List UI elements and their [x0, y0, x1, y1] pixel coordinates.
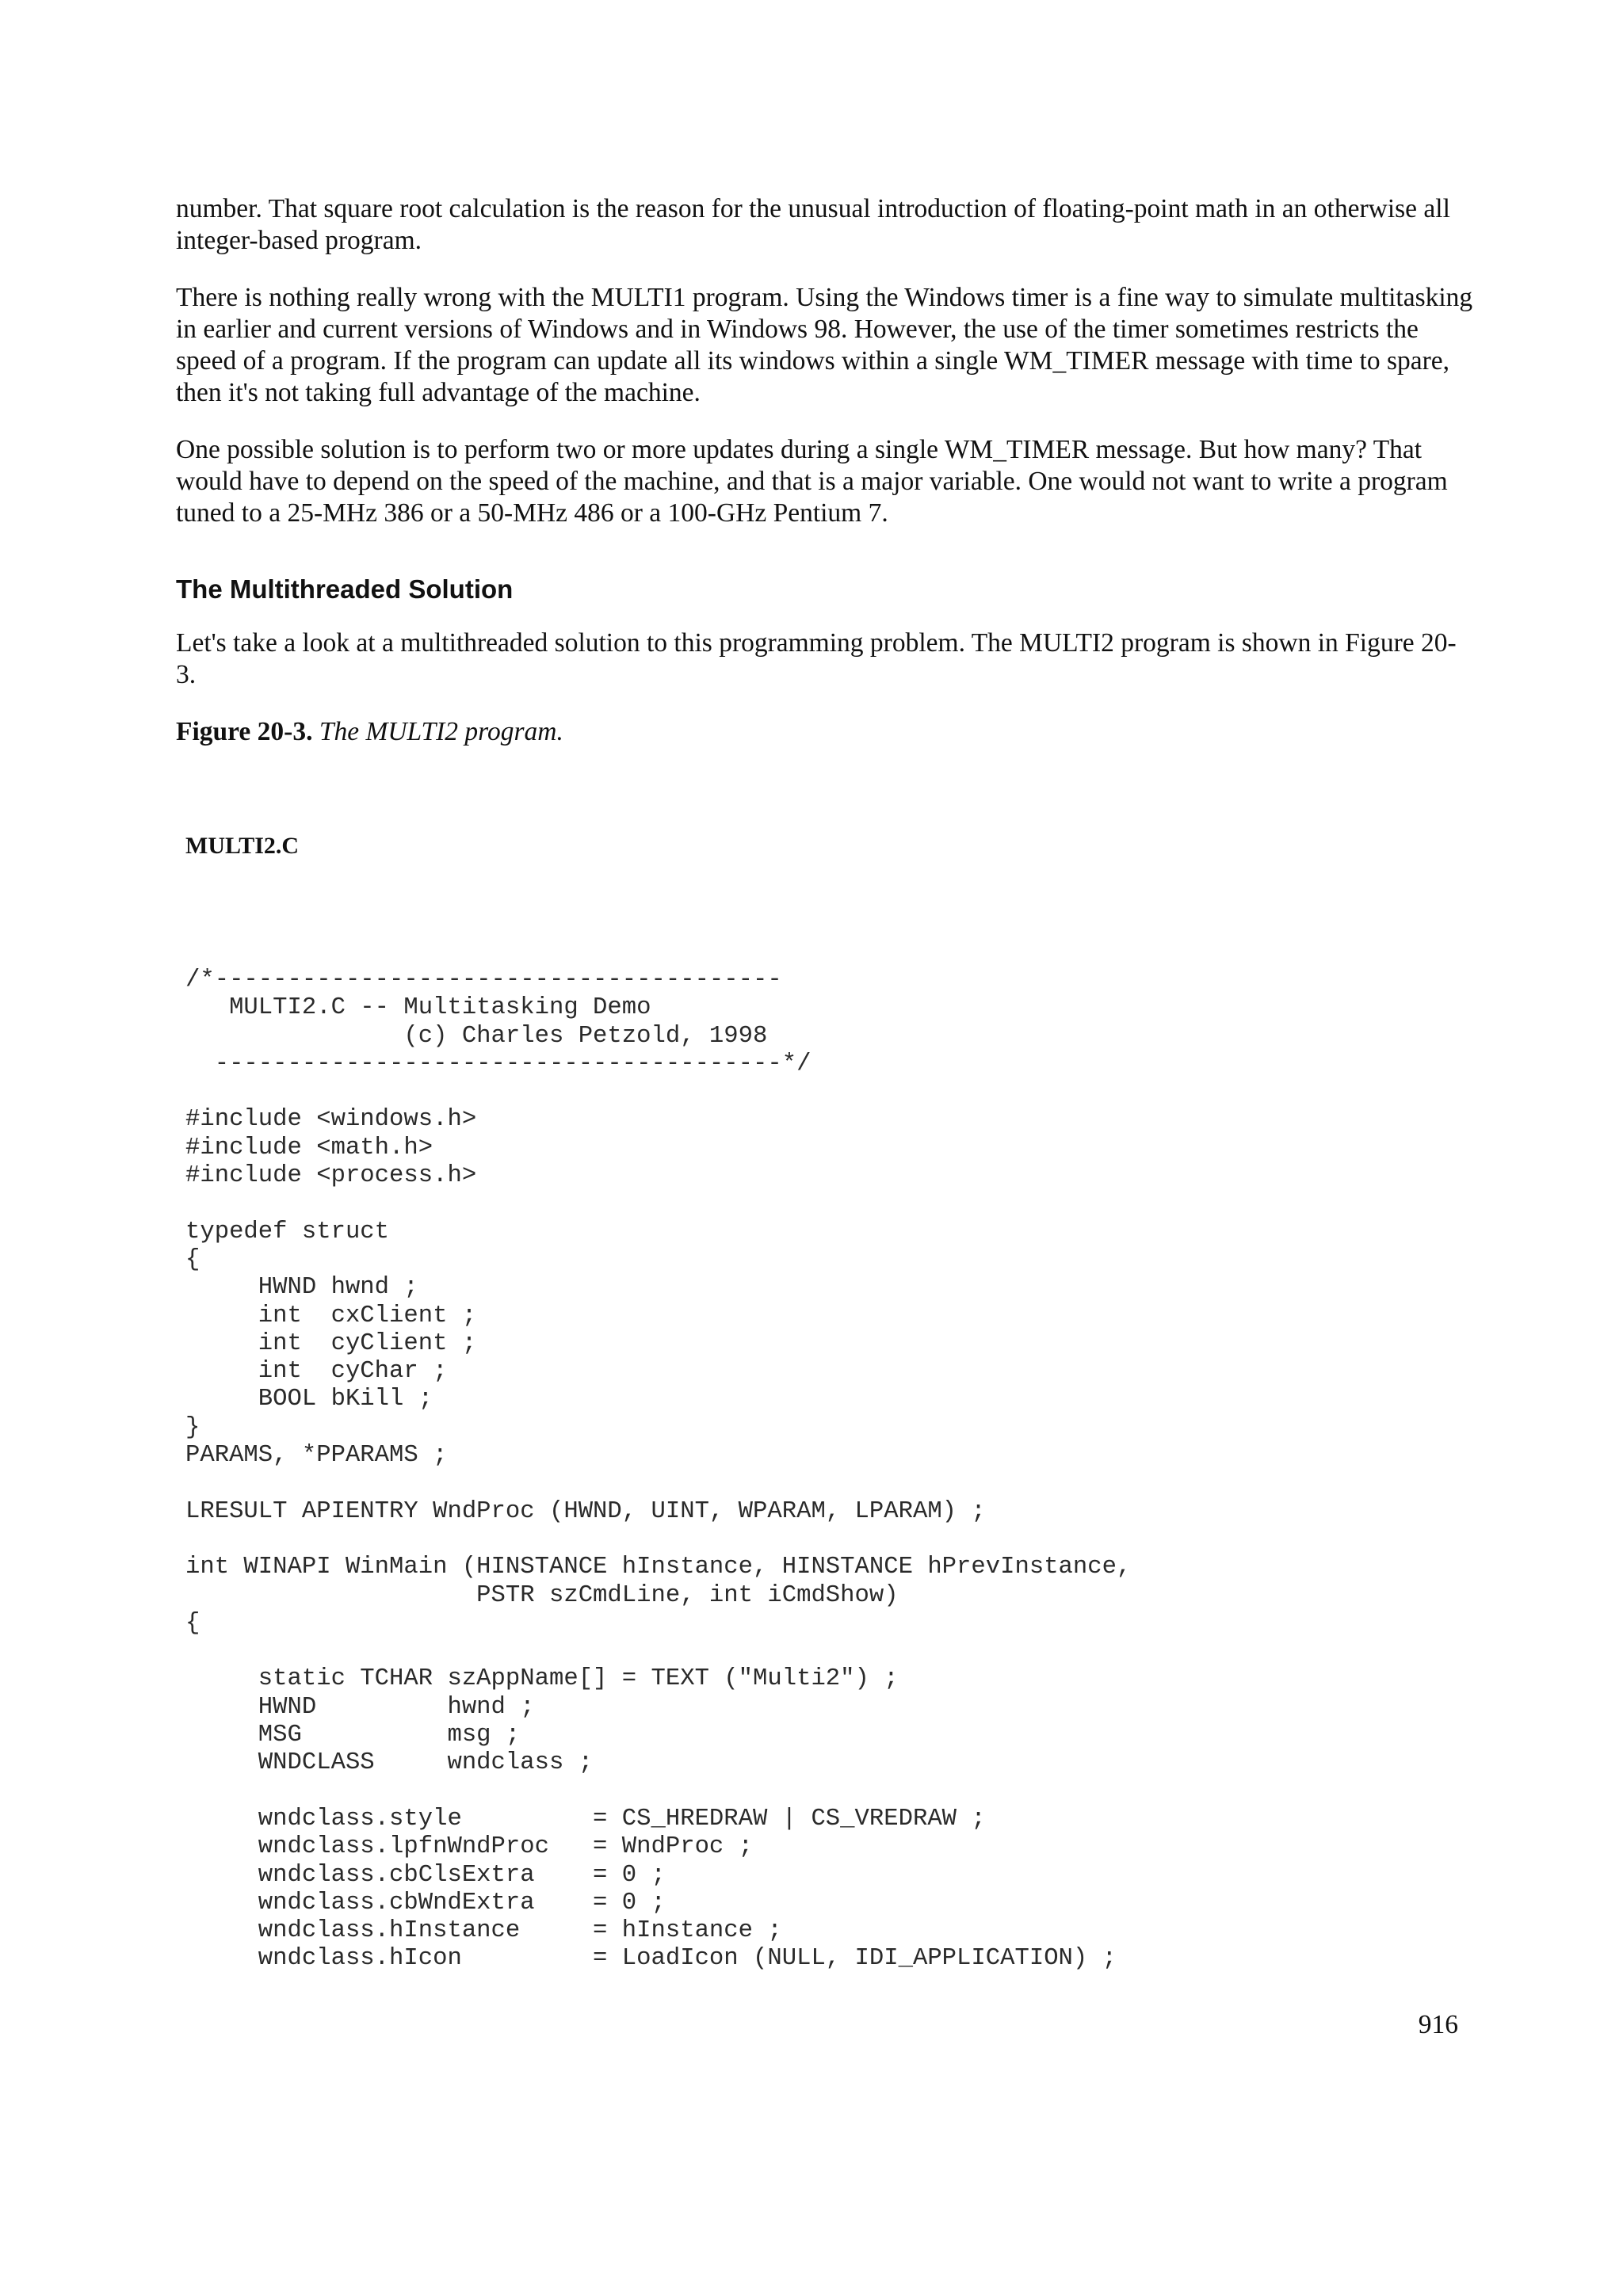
- figure-title: The MULTI2 program.: [319, 717, 563, 746]
- paragraph-3: One possible solution is to perform two or more updates during a single WM_TIMER message. But how many? That would have to depend on the speed of the machine, and that is a major variable. One would not want to write a program tuned to a 25-MHz 386 or a 50-MHz 486 or a 100-GHz Pentium 7.: [176, 435, 1448, 528]
- paragraph-1: number. That square root calculation is the reason for the unusual introduction of floating-point math in an otherwise all integer-based program.: [176, 194, 1450, 255]
- paragraph-4: Let's take a look at a multithreaded solution to this programming problem. The MULTI2 program is shown in Figure 20-3.: [176, 628, 1457, 689]
- paragraph-2: There is nothing really wrong with the MULTI1 program. Using the Windows timer is a fine way to simulate multitasking in earlier and current versions of Windows and in Windows 98. However, the use of the timer sometimes restricts the speed of a program. If the program can update all its windows within a single WM_TIMER message with time to spare, then it's not taking full advantage of the machine.: [176, 283, 1473, 407]
- figure-label: Figure 20-3.: [176, 717, 313, 746]
- figure-caption: [176, 716, 1476, 748]
- page-number: 916: [1418, 2010, 1458, 2039]
- section-heading: The Multithreaded Solution: [176, 574, 514, 604]
- listing-title: MULTI2.C: [185, 833, 300, 859]
- code-listing: /*--------------------------------------- MULTI2.C -- Multitasking Demo (c) Charles Petzold, 1998 ---------------------------------------*/ #include <windows.h> #include <math.h> #include <process.h> typedef struct { HWND hwnd ; int cxClient ; int cyClient ; int cyChar ; BOOL bKill ; } PARAMS, *PPARAMS ; LRESULT APIENTRY WndProc (HWND, UINT, WPARAM, LPARAM) ; int WINAPI WinMain (HINSTANCE hInstance, HINSTANCE hPrevInstance, PSTR szCmdLine, int iCmdShow) { static TCHAR szAppName[] = TEXT ("Multi2") ; HWND hwnd ; MSG msg ; WNDCLASS wndclass ; wndclass.style = CS_HREDRAW | CS_VREDRAW ; wndclass.lpfnWndProc = WndProc ; wndclass.cbClsExtra = 0 ; wndclass.cbWndExtra = 0 ; wndclass.hInstance = hInstance ; wndclass.hIcon = LoadIcon (NULL, IDI_APPLICATION) ;: [185, 967, 1132, 1973]
- document-page: [176, 193, 1476, 1974]
